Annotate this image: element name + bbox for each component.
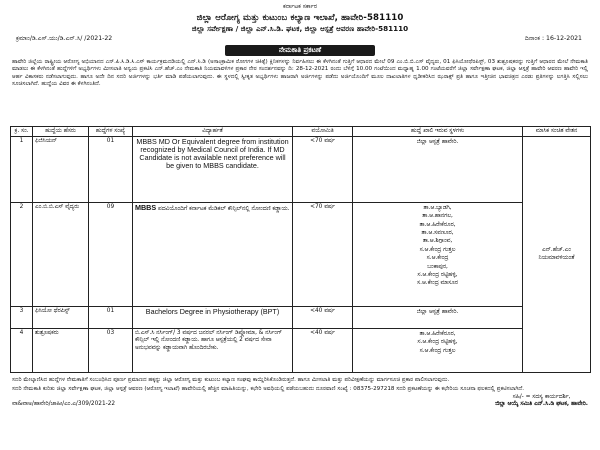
row-qualification [133,306,293,328]
place-item: ಜಿಲ್ಲಾ ಆಸ್ಪತ್ರೆ ಹಾವೇರಿ. [416,308,459,315]
footer-paragraph-contact: ಸದರಿ ನೇಮಕಾತಿ ಕುರಿತು ಜಿಲ್ಲಾ ಸರ್ವೇಕ್ಷಣಾ ಘಟಕ, ಜಿಲ್ಲಾ ಆಸ್ಪತ್ರೆ ಆವರಣ (ಆರೋಗ್ಯ ಇಲಾಖೆ) ಹಾವೇರಿಯಲ್ಲಿ ಹೆಚ್ಚಿನ ಮಾಹಿತಿಯನ್ನು, ಕಛೇರಿ ಅವಧಿಯಲ್ಲಿ ಪಡೆಯಬಹುದು ದೂರವಾಣಿ ಸಂಖ್ಯೆ : 08375-297218 ಸದರಿ ಪ್ರಕಟಣೆಯನ್ನು ಈ ಕಛೇರಿಯ ಸೂಚನಾ ಫಲಕದಲ್ಲಿ ಪ್ರಕಟಿಸಲಾಗಿದೆ. [12,386,525,393]
place-item: ತಾ.ಆ.ಹಿರೇಕೆರೂರ, [419,221,456,228]
office-heading: ಜಿಲ್ಲಾ ಸರ್ವೇಕ್ಷಣಾ / ಜಿಲ್ಲಾ ಎನ್.ಸಿ.ಡಿ. ಘಟಕ, ಜಿಲ್ಲಾ ಆಸ್ಪತ್ರೆ ಆವರಣ ಹಾವೇರಿ-581110 [191,24,409,34]
table-row [11,306,591,328]
header-serial: ಕ್ರ. ಸಂ. [11,126,33,136]
row-age: <70 ವರ್ಷ [293,202,353,306]
footer-paragraph-rights: ಸದರಿ ಮೇಲ್ಕಾಣಿಸಿದ ಹುದ್ದೆಗಳ ನೇಮಕಾತಿಗೆ ಸಂಬಂಧಿಸಿದ ಪೂರ್ಣ ಪ್ರಮಾಣದ ಹಕ್ಕನ್ನು ಜಿಲ್ಲಾ ಆರೋಗ್ಯ ಮತ್ತು ಕುಟುಂಬ ಕಲ್ಯಾಣ ಸಂಘವು ಕಾಯ್ದಿರಿಸಿಕೊಂಡಿರುತ್ತದೆ. ಹಾಗೂ ಮೀಸಲಾತಿ ಮತ್ತು ಪರಿವೀಕ್ಷಣೆಯನ್ನು ಮಾರ್ಗಸೂಚಿ ಪ್ರಕಾರ ಪಾಲಿಸಲಾಗುವುದು. [12,376,450,383]
place-item: ತಾ.ಆ.ಹಿರೇಕೆರೂರ, [419,330,456,337]
place-item: ಸ.ಆ.ಕೇಂದ್ರ ಗುತ್ತಲ [419,347,456,354]
qualification-kannada: ಬಿ.ಎಸ್.ಸಿ ನರ್ಸಿಂಗ್/ 3 ವರ್ಷದ ಜನರಲ್ ನರ್ಸಿಂಗ್ ಡಿಪ್ಲೋಮಾ, & ನರ್ಸಿಂಗ್ ಕೌನ್ಸಿಲ್ ಇಲ್ಲಿ ನೋಂದಣಿ ಕಡ್ಡಾಯ. ಹಾಗೂ ಆಸ್ಪತ್ರೆಯಲ್ಲಿ 2 ವರ್ಷದ ಸೇವಾ ಅನುಭವವನ್ನು ಕಡ್ಡಾಯವಾಗಿ ಹೊಂದಿರಬೇಕು. [135,329,283,351]
header-places: ಹುದ್ದೆ ಖಾಲಿ ಇರುವ ಸ್ಥಳಗಳು [353,126,523,136]
place-item: ತಾ.ಆ.ಬ್ಯಾಡಗಿ, [423,204,452,211]
notice-date: ದಿನಾಂಕ : 16-12-2021 [524,35,582,43]
qualification-english: MBBS [135,202,157,212]
department-heading: ಜಿಲ್ಲಾ ಆರೋಗ್ಯ ಮತ್ತು ಕುಟುಂಬ ಕಲ್ಯಾಣ ಇಲಾಖೆ, ಹಾವೇರಿ-581110 [196,12,404,23]
reference-number: ಕ್ರಮಾಂ/ಡಿ.ಎಸ್.ಯು/ಡಿ.ಎನ್.ಸಿ/ /2021-22 [16,35,113,43]
place-item: ಸ.ಆ.ಕೇಂದ್ರ ಮಾಸೂರ [417,280,458,287]
row-serial: 2 [11,202,33,306]
row-age: <40 ವರ್ಷ [293,306,353,328]
row-post: ಫಿಸಿಯೋ ಥೆರಪಿಸ್ಟ್ [33,306,89,328]
row-count: 09 [89,202,133,306]
salary-note: ಎನ್.ಹೆಚ್.ಎಂ ನಿಯಮಾವಳಿಯಂತೆ [538,247,575,262]
row-places [353,202,523,306]
row-qualification [133,202,293,306]
header-salary: ಮಾಸಿಕ ಸಂಚಿತ ವೇತನ [523,126,591,136]
row-places [353,306,523,328]
row-post: ಎಂ.ಬಿ.ಬಿ.ಎಸ್ ವೈದ್ಯರು [33,202,89,306]
qualification-kannada: ಪದವಿಯೊಂದಿಗೆ ಕರ್ನಾಟಕ ಮೆಡಿಕಲ್ ಕೌನ್ಸಿಲ್‌ನಲ್ಲಿ ನೋಂದಣಿ ಕಡ್ಡಾಯ. [158,205,290,212]
qualification-english: Bachelors Degree in Physiotherapy (BPT) [145,306,280,316]
place-item: ಸ.ಆ.ಕೇಂದ್ರ [426,255,449,262]
bottom-reference: ವಾ&ವಾಅ/ಹಾವೇರಿ/ಜಾಹೀ/ಎಂ.ಎ/309/2021-22 [12,401,116,408]
notice-title: ನೇಮಕಾತಿ ಪ್ರಕಟಣೆ [225,45,375,56]
row-post: ಶುಶ್ರೂಷಕರು [33,328,89,372]
header-qualification: ವಿದ್ಯಾರ್ಹತೆ [133,126,293,136]
header-age: ವಯೋಮಿತಿ [293,126,353,136]
reference-row [10,35,590,43]
qualification-text [135,204,290,214]
signature-line-2: ಜಿಲ್ಲಾ ಆಯ್ಕೆ ಸಮಿತಿ ಎನ್.ಸಿ.ಡಿ ಘಟಕ, ಹಾವೇರಿ. [495,401,588,408]
signature-row [10,394,590,408]
row-age: <40 ವರ್ಷ [293,328,353,372]
row-qualification [133,136,293,202]
row-age: <70 ವರ್ಷ [293,136,353,202]
signature-line-1: ಸಹಿ/- = ಸದಸ್ಯ ಕಾರ್ಯದರ್ಶಿ, [512,393,571,400]
salary-cell [523,136,591,372]
row-places [353,328,523,372]
signature-block [495,394,588,408]
place-item: ತಾ.ಆ.ಶಿಗ್ಗಾಂವ, [422,238,453,245]
row-count: 03 [89,328,133,372]
vacancy-table [10,126,591,373]
place-item: ಸ.ಆ.ಕೇಂದ್ರ ಗುತ್ತಲ [419,246,456,253]
government-heading: ಕರ್ನಾಟಕ ಸರ್ಕಾರ [282,3,318,10]
row-qualification [133,328,293,372]
row-places [353,136,523,202]
row-count: 01 [89,306,133,328]
header-count: ಹುದ್ದೆಗಳ ಸಂಖ್ಯೆ [89,126,133,136]
place-item: ಸ.ಆ.ಕೇಂದ್ರ ರಟ್ಟಿಹಳ್ಳಿ, [417,339,458,346]
header-post: ಹುದ್ದೆಯ ಹೆಸರು [33,126,89,136]
row-post: ಫಿಜಿಸಿಯನ್ [33,136,89,202]
intro-paragraph: ಹಾವೇರಿ ಜಿಲ್ಲೆಯ ರಾಷ್ಟ್ರೀಯ ಆರೋಗ್ಯ ಅಭಿಯಾನದ ಎನ್.ಪಿ.ಸಿ.ಡಿ.ಸಿ.ಎಸ್ ಕಾರ್ಯಕ್ರಮದಡಿಯಲ್ಲಿ ಎನ್.ಸಿ.ಡಿ (ಅಸಾಂಕ್ರಾಮಿಕ ರೋಗಗಳ ಚಿಕಿತ್ಸೆ) ಕ್ಲಿನಿಕಗಳನ್ನು ನಿರ್ವಹಿಸಲು ಈ ಕೆಳಗಿನಂತೆ ಗುತ್ತಿಗೆ ಆಧಾರದ ಮೇಲೆ 09 ಎಂ.ಬಿ.ಬಿ.ಎಸ್ ವೈದ್ಯರು, 01 ಫಿಸಿಯೋಥೆರಪಿಸ್ಟ್, 03 ಶುಶ್ರೂಷಕರನ್ನು ಗುತ್ತಿಗೆ ಆಧಾರದ ಮೇಲೆ ನೇಮಕಾತಿ ಮಾಡಲು ಈ ಕೆಳಗಿನಂತೆ ಹುದ್ದೆಗಳಿಗೆ ಅಭ್ಯರ್ಥಿಗಳು ಮೀಸಲಾತಿ ಅನ್ವಯ ಪ್ರಕಟಿಸಿ ಎನ್.ಹೆಚ್.ಎಂ ನೇಮಕಾತಿ ನಿಯಮಾವಳಿಗಳ ಪ್ರಕಾರ ನೇರ ಸಂದರ್ಶನವನ್ನು ದಿ: 28-12-2021 ರಂದು ಬೆಳಿಗ್ಗೆ 10.00 ಗಂಟೆಯಿಂದ ಮಧ್ಯಾಹ್ನ 1.00 ಗಂಟೆಯವರೆಗೆ ಜಿಲ್ಲಾ ಸರ್ವೇಕ್ಷಣಾ ಘಟಕ, ಜಿಲ್ಲಾ ಆಸ್ಪತ್ರೆ ಹಾವೇರಿ ಆವರಣ ಹಾವೇರಿ ಇಲ್ಲಿ ಆರ್ಹ ವಿಕಾಸಕರು ನಡೆಸಲಾಗುವುದು. ಹಾಗೂ ಅದೇ ದಿನ ಸದರಿ ಅರ್ಜಿಗಳನ್ನು ಭರ್ತಿ ಮಾಡಿ ಪಡೆಯಲಾಗುವುದು. ಈ ಸ್ಥಳದಲ್ಲಿ ಸ್ವೀಕೃತ ಅಭ್ಯರ್ಥಿಗಳು ಹಾಜರಾಗಿ ಅರ್ಜಿಗಳನ್ನು ಪಡೆದು ಅರ್ಜಿಯೊಂದಿಗೆ ಮೂಲ ದಾಖಲಾತಿಗಳ ಧೃಡೀಕರಿಸಿದ ಝರಾಕ್ಸ್ ಪ್ರತಿ ಹಾಗೂ ಇತ್ತೀಚಿನ ಭಾವಚಿತ್ರದ ಎರಡು ಪ್ರತಿಗಳನ್ನು ಲಗತ್ತಿಸಿ ಸಲ್ಲಿಸಲು ಸೂಚಿಸಲಾಗಿದೆ. ಹುದ್ದೆಯ ವಿವರ ಈ ಕೆಳಗಿನಂತಿದೆ. [12,58,588,88]
table-row [11,328,591,372]
row-serial: 1 [11,136,33,202]
row-serial: 3 [11,306,33,328]
qualification-english: MBBS MD Or Equivalent degree from institution recognized by Medical Council of India. If MD Candidate is not available next preference will be given to MBBS candidate. [136,136,289,171]
table-header-row [11,126,591,136]
place-item: ಜಿಲ್ಲಾ ಆಸ್ಪತ್ರೆ ಹಾವೇರಿ. [416,138,459,145]
place-item: ಸ.ಆ.ಕೇಂದ್ರ ರಟ್ಟಿಹಳ್ಳಿ, [417,271,458,278]
place-item: ತಾ.ಆ.ಸವಣೂರ, [421,229,454,236]
table-row [11,202,591,306]
row-serial: 4 [11,328,33,372]
place-item: ಬಂಕಾಪುರ, [427,263,448,270]
table-row [11,136,591,202]
place-item: ತಾ.ಆ.ಹಾನಗಲ, [422,213,453,220]
row-count: 01 [89,136,133,202]
